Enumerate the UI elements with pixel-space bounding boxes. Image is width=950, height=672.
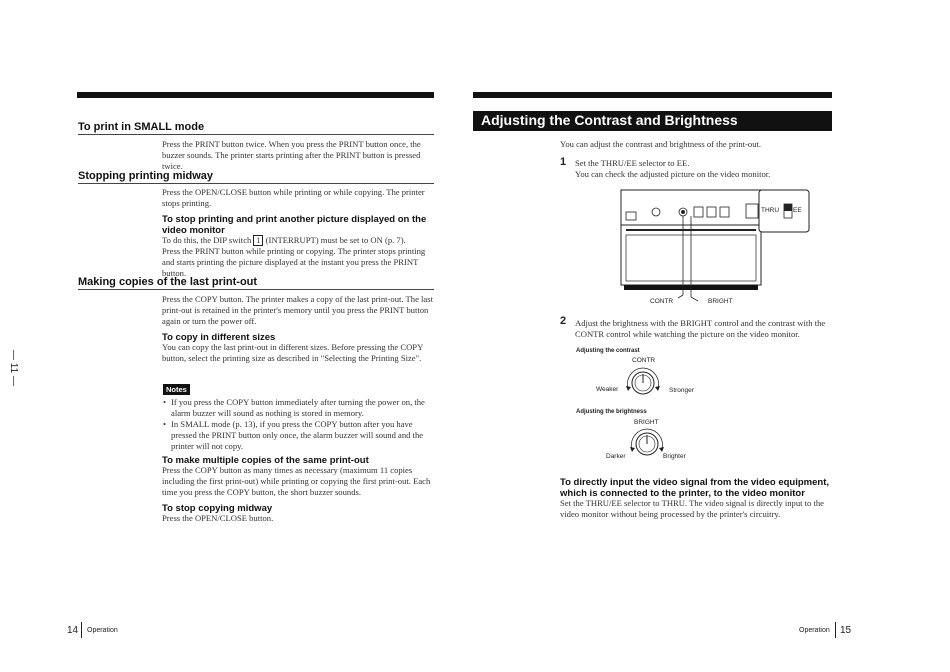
direct-input-heading: To directly input the video signal from the video equipment, which is connected to the printer, to the video monitor bbox=[560, 477, 830, 499]
step1-line1: Set the THRU/EE selector to EE. bbox=[575, 158, 690, 168]
divider bbox=[78, 134, 434, 135]
contrast-knob-icon bbox=[618, 366, 668, 400]
dip-switch-box: 1 bbox=[253, 235, 263, 246]
step2-text: Adjust the brightness with the BRIGHT control and the contrast with the CONTR control while watching the picture on the video monitor. bbox=[575, 318, 826, 339]
label-ee: EE bbox=[793, 207, 802, 214]
note-item: • If you press the COPY button immediately after turning the power on, the alarm buzzer will sound as nothing is stored in memory. bbox=[171, 397, 434, 419]
footer-divider bbox=[835, 622, 836, 638]
text-small-mode: Press the PRINT button twice. When you press the PRINT button once, the buzzer sounds. The printer starts printing after the PRINT button is pressed twice. bbox=[162, 139, 421, 171]
direct-input-text: Set the THRU/EE selector to THRU. The video signal is directly input to the video monitor without being processed by the printer's circuitry. bbox=[560, 498, 824, 519]
subheading-sizes: To copy in different sizes bbox=[162, 332, 276, 343]
text-copies: Press the COPY button. The printer makes a copy of the last print-out. The last print-out is retained in the printer's memory until you press the PRINT button again or turn the power off. bbox=[162, 294, 433, 326]
text-stop-copy: Press the OPEN/CLOSE button. bbox=[162, 513, 274, 523]
brightness-knob-label: BRIGHT bbox=[634, 419, 659, 426]
step1-line2: You can check the adjusted picture on the video monitor. bbox=[575, 169, 771, 179]
footer-divider bbox=[81, 622, 82, 638]
printer-illustration bbox=[616, 185, 816, 310]
subheading-multiple: To make multiple copies of the same print-out bbox=[162, 455, 369, 466]
contrast-heading: Adjusting the contrast bbox=[576, 348, 640, 354]
step2-number: 2 bbox=[560, 315, 567, 327]
left-footer-section: Operation bbox=[87, 627, 118, 634]
contrast-weaker: Weaker bbox=[596, 386, 619, 393]
note-item: • In SMALL mode (p. 13), if you press the COPY button after you have pressed the PRINT button only once, the alarm buzzer will sound and the printer will not copy. bbox=[171, 419, 434, 452]
step1-number: 1 bbox=[560, 156, 567, 168]
text-sizes: You can copy the last print-out in different sizes. Before pressing the COPY button, select the printing size as described in "Selecting the Printing Size". bbox=[162, 342, 423, 363]
text-stopping: Press the OPEN/CLOSE button while printing or while copying. The printer stops printing. bbox=[162, 187, 425, 208]
heading-copies: Making copies of the last print-out bbox=[78, 276, 258, 288]
brightness-darker: Darker bbox=[606, 453, 626, 460]
contrast-knob-label: CONTR bbox=[632, 357, 656, 364]
brightness-brighter: Brighter bbox=[663, 453, 686, 460]
right-footer-section: Operation bbox=[799, 627, 830, 634]
heading-small-mode: To print in SMALL mode bbox=[78, 121, 205, 133]
side-page-marker: — 11 — bbox=[8, 350, 19, 386]
subheading-stop-copy: To stop copying midway bbox=[162, 503, 273, 514]
divider bbox=[78, 289, 434, 290]
right-top-bar bbox=[473, 92, 832, 98]
contrast-stronger: Stronger bbox=[669, 387, 694, 394]
divider bbox=[78, 183, 434, 184]
text-multiple: Press the COPY button as many times as necessary (maximum 11 copies including the first print-out) while printing or copying the first print-out. Each time you press the COPY button, the short buzzer sounds. bbox=[162, 465, 431, 497]
dip-text-b: (INTERRUPT) must be set to ON (p. 7). bbox=[263, 235, 406, 245]
left-top-bar bbox=[77, 92, 434, 98]
text-dip-switch bbox=[162, 235, 434, 246]
left-page-number: 14 bbox=[67, 625, 79, 636]
heading-stopping: Stopping printing midway bbox=[78, 170, 214, 182]
notes-badge: Notes bbox=[163, 384, 190, 395]
subheading-stop-and-print: To stop printing and print another picture displayed on the video monitor bbox=[162, 214, 427, 236]
label-bright: BRIGHT bbox=[708, 298, 733, 305]
label-thru: THRU bbox=[761, 207, 780, 214]
text-stop-print-detail: Press the PRINT button while printing or copying. The printer stops printing and starts printing the picture displayed at the instant you press the PRINT button. bbox=[162, 246, 426, 278]
intro-text: You can adjust the contrast and brightness of the print-out. bbox=[560, 139, 762, 149]
brightness-heading: Adjusting the brightness bbox=[576, 409, 647, 415]
section-title: Adjusting the Contrast and Brightness bbox=[481, 112, 738, 128]
right-page-number: 15 bbox=[840, 625, 852, 636]
label-contr: CONTR bbox=[650, 298, 674, 305]
notes-list bbox=[162, 397, 434, 452]
dip-text-a: To do this, the DIP switch bbox=[162, 235, 254, 245]
